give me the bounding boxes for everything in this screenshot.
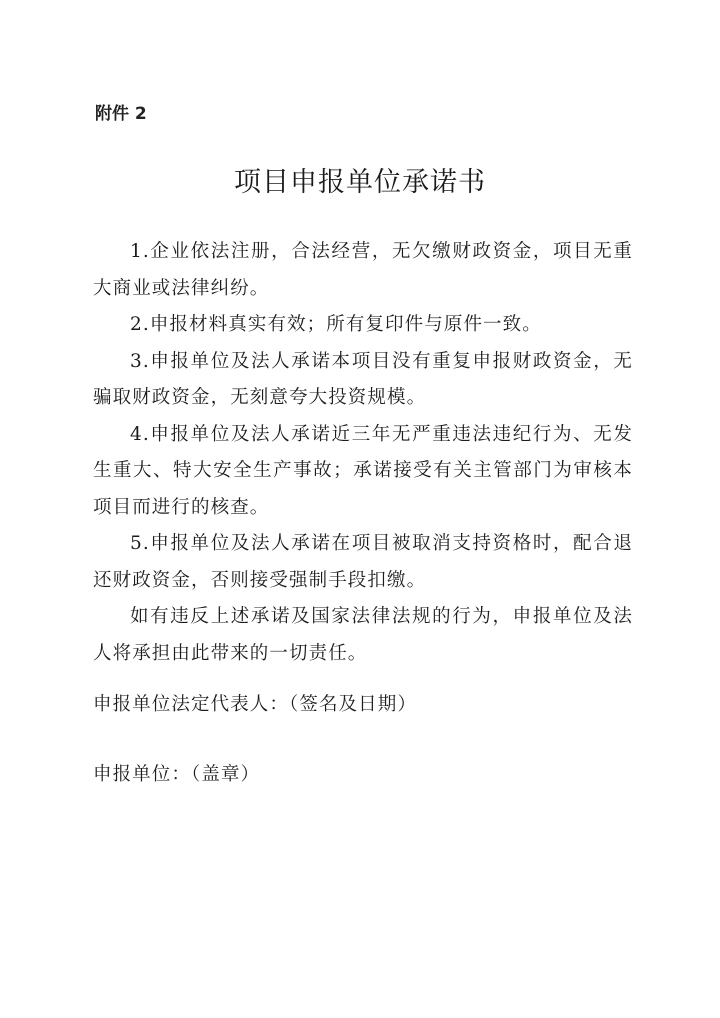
attachment-label: 附件 2	[95, 104, 147, 124]
unit-seal-line: 申报单位：（盖章）	[93, 764, 261, 785]
commitment-item-2: 2.申报材料真实有效；所有复印件与原件一致。	[130, 314, 542, 335]
commitment-item-5: 5.申报单位及法人承诺在项目被取消支持资格时，配合退还财政资金，否则接受强制手段扣缴。	[93, 533, 633, 591]
commitment-item-3: 3.申报单位及法人承诺本项目没有重复申报财政资金，无骗取财政资金，无刻意夸大投资规模。	[93, 350, 633, 408]
commitment-body	[93, 234, 633, 672]
commitment-item-1: 1.企业依法注册，合法经营，无欠缴财政资金，项目无重大商业或法律纠纷。	[93, 241, 633, 299]
commitment-item-4: 4.申报单位及法人承诺近三年无严重违法违纪行为、无发生重大、特大安全生产事故；承诺接受有关主管部门为审核本项目而进行的核查。	[93, 423, 633, 518]
legal-representative-signature-line: 申报单位法定代表人：（签名及日期）	[93, 694, 417, 715]
document-title: 项目申报单位承诺书	[234, 167, 486, 198]
commitment-closing: 如有违反上述承诺及国家法律法规的行为，申报单位及法人将承担由此带来的一切责任。	[93, 606, 633, 664]
